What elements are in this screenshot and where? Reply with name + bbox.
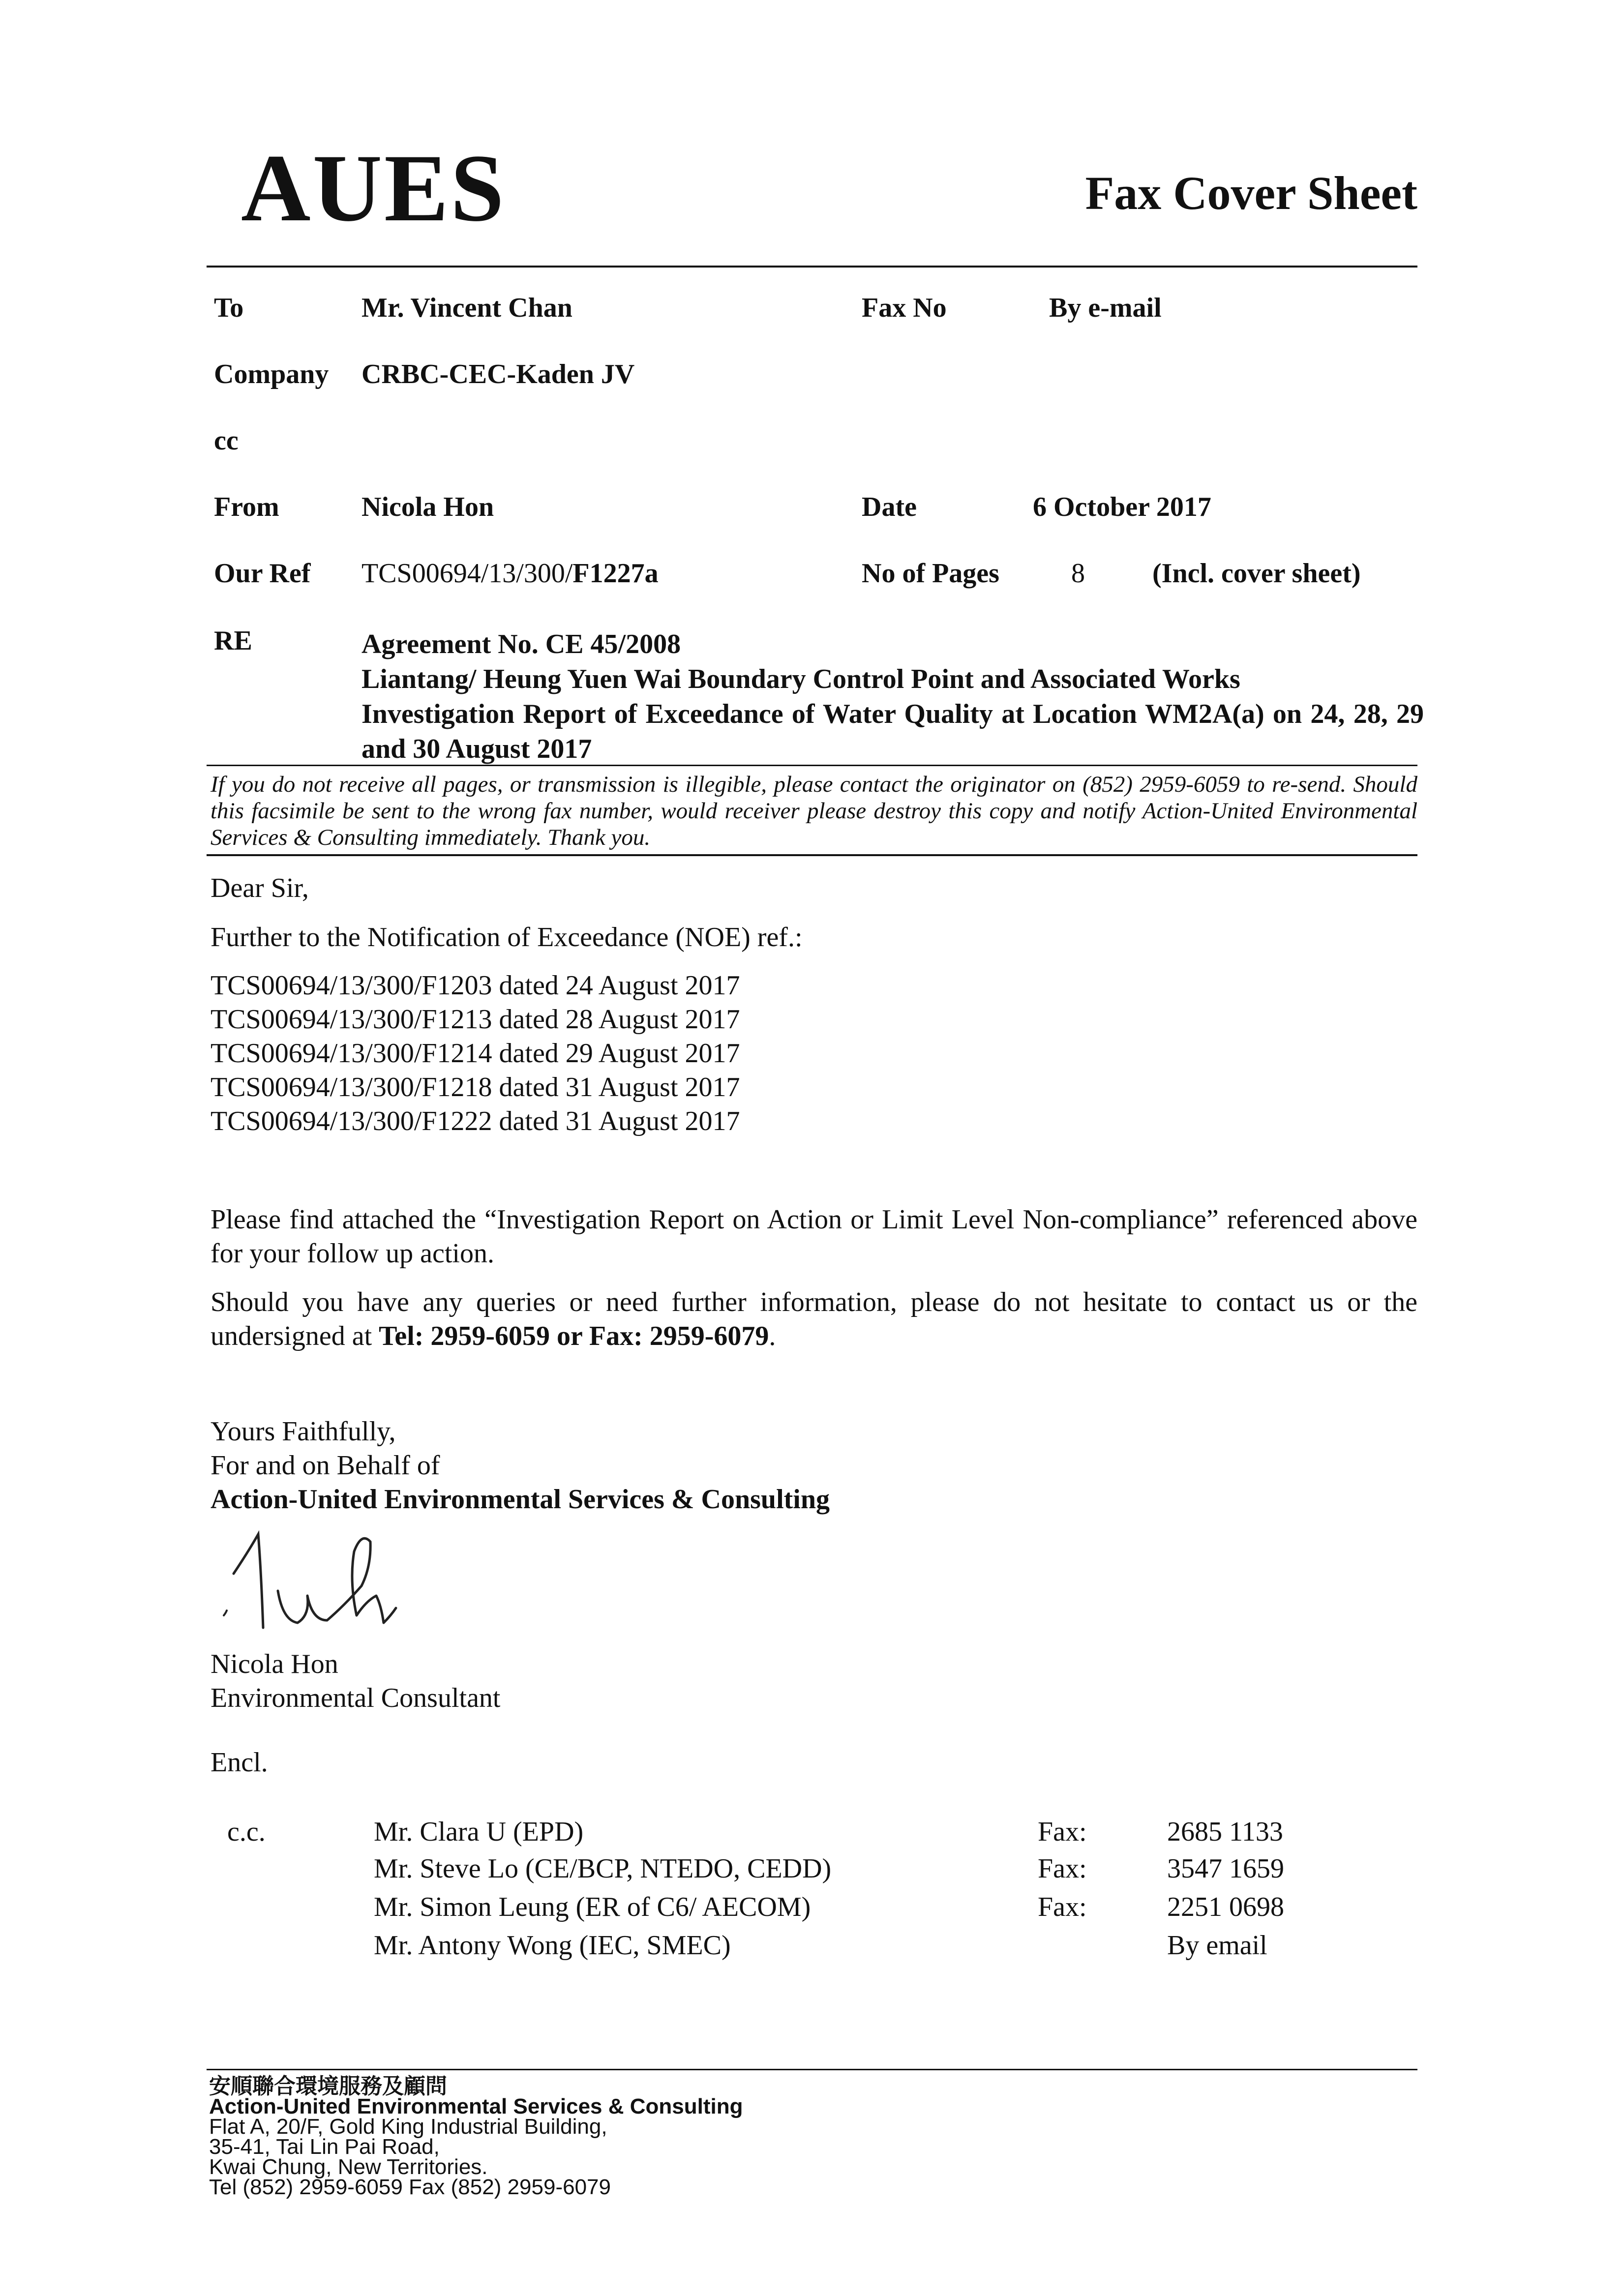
cc-fax-number: 2685 1133 [1167,1817,1283,1847]
re-line: Investigation Report of Exceedance of Water Quality at Location WM2A(a) on 24, 28, 29 and 30 August 2017 [361,699,1424,764]
contact-text: Should you have any queries or need further information, please do not hesitate to contact us or the undersigned at [211,1287,1417,1351]
re-line: Agreement No. CE 45/2008 [361,629,681,659]
our-ref-label: Our Ref [214,558,311,589]
transmission-notice: If you do not receive all pages, or transmission is illegible, please contact the originator on (852) 2959-6059 to re-send. Should this facsimile be sent to the wrong fax number, would receiver please destroy this copy and notify Action-United Environmental Services & Consulting immediately. Thank you. [211,772,1417,850]
contact-end: . [769,1321,776,1351]
cc-label: cc [214,425,239,456]
signer-block [211,1647,500,1715]
pages-label: No of Pages [862,558,999,589]
re-label: RE [214,626,252,656]
company-value: CRBC-CEC-Kaden JV [361,359,635,389]
enclosure-label: Encl. [211,1747,268,1778]
cc-fax-label: Fax: [1038,1817,1087,1847]
re-subject [361,627,1424,767]
cc-fax-number: 2251 0698 [1167,1892,1284,1922]
pages-note: (Incl. cover sheet) [1152,558,1361,589]
intro-line: Further to the Notification of Exceedance (NOE) ref.: [211,922,803,953]
noe-reference: TCS00694/13/300/F1222 dated 31 August 2017 [211,1106,740,1136]
company-label: Company [214,359,329,389]
cc-fax-label: Fax: [1038,1892,1087,1922]
our-ref-suffix: F1227a [572,558,659,589]
fax-no-label: Fax No [862,293,947,323]
notice-top-rule [207,765,1417,766]
pages-value: 8 [1071,558,1085,589]
noe-reference: TCS00694/13/300/F1218 dated 31 August 2017 [211,1072,740,1103]
noe-reference: TCS00694/13/300/F1214 dated 29 August 2017 [211,1038,740,1069]
noe-reference-list [211,969,740,1138]
our-ref-prefix: TCS00694/13/300/ [361,558,573,589]
date-value: 6 October 2017 [1033,492,1211,522]
to-label: To [214,293,244,323]
signer-name: Nicola Hon [211,1649,338,1679]
footer-address [209,2076,743,2197]
cc-list-label: c.c. [227,1817,266,1847]
closing-company: Action-United Environmental Services & Consulting [211,1484,830,1515]
cc-name: Mr. Clara U (EPD) [374,1817,584,1847]
from-label: From [214,492,279,522]
header-rule [207,266,1417,268]
cc-name: Mr. Steve Lo (CE/BCP, NTEDO, CEDD) [374,1853,832,1884]
footer-address-line: Kwai Chung, New Territories. [209,2155,488,2179]
cc-fax-label: Fax: [1038,1853,1087,1884]
from-value: Nicola Hon [361,492,494,522]
footer-address-line: 35-41, Tai Lin Pai Road, [209,2135,440,2159]
attachment-paragraph: Please find attached the “Investigation Report on Action or Limit Level Non-compliance” referenced above for your follow up action. [211,1204,1417,1269]
footer-contact: Tel (852) 2959-6059 Fax (852) 2959-6079 [209,2175,611,2199]
noe-reference: TCS00694/13/300/F1203 dated 24 August 2017 [211,970,740,1001]
cc-name: Mr. Antony Wong (IEC, SMEC) [374,1930,731,1961]
footer-rule [207,2069,1417,2070]
signer-title: Environmental Consultant [211,1683,501,1713]
notice-bottom-rule [207,854,1417,856]
handwritten-signature [214,1522,421,1640]
contact-numbers: Tel: 2959-6059 or Fax: 2959-6079 [379,1321,769,1351]
footer-chinese-name: 安順聯合環境服務及顧問 [209,2074,447,2098]
noe-reference: TCS00694/13/300/F1213 dated 28 August 2017 [211,1004,740,1035]
closing: Yours Faithfully, [211,1416,396,1447]
date-label: Date [862,492,917,522]
document-title: Fax Cover Sheet [1085,167,1417,219]
footer-company: Action-United Environmental Services & Consulting [209,2094,743,2118]
to-value: Mr. Vincent Chan [361,293,572,323]
our-ref-value [361,560,659,587]
company-logo: AUES [241,135,506,241]
salutation: Dear Sir, [211,873,309,903]
cc-fax-number: 3547 1659 [1167,1853,1284,1884]
contact-paragraph [211,1285,1417,1353]
closing-block [211,1415,830,1517]
cc-fax-number: By email [1167,1930,1267,1961]
cc-name: Mr. Simon Leung (ER of C6/ AECOM) [374,1892,811,1922]
behalf: For and on Behalf of [211,1450,440,1481]
footer-address-line: Flat A, 20/F, Gold King Industrial Building, [209,2115,607,2139]
re-line: Liantang/ Heung Yuen Wai Boundary Control Point and Associated Works [361,664,1240,694]
fax-no-value: By e-mail [1049,293,1162,323]
